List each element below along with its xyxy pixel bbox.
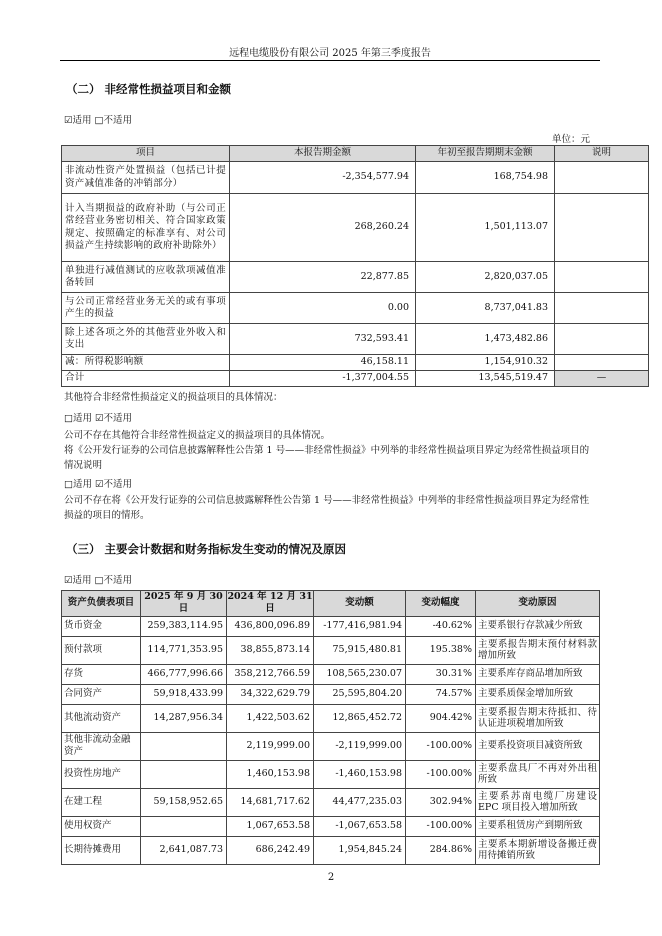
row-2024: 14,681,717.62 bbox=[227, 788, 314, 816]
table-row bbox=[62, 162, 649, 194]
table-row bbox=[62, 616, 600, 636]
row-pct: 302.94% bbox=[406, 788, 476, 816]
paragraph-no-other-items: 公司不存在其他符合非经常性损益定义的损益项目的具体情况。 bbox=[64, 430, 331, 441]
row-2024: 358,212,766.59 bbox=[227, 664, 314, 684]
table-row bbox=[62, 194, 649, 262]
row-current: -1,377,004.55 bbox=[230, 371, 416, 387]
col-header-2024: 2024 年 12 月 31 日 bbox=[227, 591, 313, 615]
section-title-nonrecurring: （二） 非经常性损益项目和金额 bbox=[66, 82, 232, 96]
row-2025: 14,287,956.34 bbox=[141, 704, 227, 732]
row-2025: 59,918,433.99 bbox=[141, 684, 227, 704]
row-2025: 259,383,114.95 bbox=[141, 616, 227, 636]
col-header-reason: 变动原因 bbox=[476, 591, 600, 617]
row-2025 bbox=[141, 816, 227, 836]
row-pct: 30.31% bbox=[406, 664, 476, 684]
row-pct: 74.57% bbox=[406, 684, 476, 704]
row-2025: 114,771,353.95 bbox=[141, 636, 227, 664]
row-item: 在建工程 bbox=[62, 788, 141, 816]
row-pct: -100.00% bbox=[406, 732, 476, 760]
row-note bbox=[555, 355, 649, 371]
col-header-item: 资产负债表项目 bbox=[62, 591, 141, 617]
row-item: 预付款项 bbox=[62, 636, 141, 664]
row-reason: 主要系租赁房产到期所致 bbox=[476, 816, 600, 836]
row-item: 非流动性资产处置损益（包括已计提资产减值准备的冲销部分） bbox=[62, 162, 230, 194]
row-ytd: 1,473,482.86 bbox=[416, 324, 555, 355]
col-header-item: 项目 bbox=[62, 146, 230, 162]
table-row bbox=[62, 836, 600, 864]
row-pct: 284.86% bbox=[406, 836, 476, 864]
row-2024: 2,119,999.00 bbox=[227, 732, 314, 760]
row-change: -1,067,653.58 bbox=[314, 816, 406, 836]
row-change: 75,915,480.81 bbox=[314, 636, 406, 664]
row-2024: 1,067,653.58 bbox=[227, 816, 314, 836]
row-note bbox=[555, 293, 649, 324]
paragraph-no-classification: 公司不存在将《公开发行证券的公司信息披露解释性公告第 1 号——非经常性损益》中列举的非经常性损益项目界定为经常性损益的项目的情形。 bbox=[64, 495, 590, 521]
table-row bbox=[62, 788, 600, 816]
row-note bbox=[555, 194, 649, 262]
row-2024: 38,855,873.14 bbox=[227, 636, 314, 664]
applicability-checkbox-3: □适用 ☑不适用 bbox=[64, 479, 133, 490]
row-item: 合同资产 bbox=[62, 684, 141, 704]
row-item: 单独进行减值测试的应收款项减值准备转回 bbox=[62, 262, 230, 293]
row-reason: 主要系投资项目减资所致 bbox=[476, 732, 600, 760]
row-change: 25,595,804.20 bbox=[314, 684, 406, 704]
row-current: 0.00 bbox=[230, 293, 416, 324]
col-header-note: 说明 bbox=[555, 146, 649, 162]
table-row bbox=[62, 324, 649, 355]
row-2025: 59,158,952.65 bbox=[141, 788, 227, 816]
row-item: 计入当期损益的政府补助（与公司正常经营业务密切相关、符合国家政策规定、按照确定的标准享有、对公司损益产生持续影响的政府补助除外） bbox=[62, 194, 230, 262]
row-ytd: 2,820,037.05 bbox=[416, 262, 555, 293]
row-current: 732,593.41 bbox=[230, 324, 416, 355]
row-2024: 34,322,629.79 bbox=[227, 684, 314, 704]
table-row bbox=[62, 816, 600, 836]
table-row bbox=[62, 355, 649, 371]
table-row bbox=[62, 732, 600, 760]
table-row bbox=[62, 636, 600, 664]
row-item: 合计 bbox=[62, 371, 230, 387]
row-change: -1,460,153.98 bbox=[314, 760, 406, 788]
row-reason: 主要系苏南电缆厂房建设 EPC 项目投入增加所致 bbox=[476, 788, 600, 816]
nonrecurring-table bbox=[61, 145, 649, 387]
row-current: 22,877.85 bbox=[230, 262, 416, 293]
header-rule bbox=[60, 60, 600, 61]
applicability-checkbox-1: ☑适用 □不适用 bbox=[64, 115, 133, 126]
row-item: 与公司正常经营业务无关的或有事项产生的损益 bbox=[62, 293, 230, 324]
row-2024: 1,422,503.62 bbox=[227, 704, 314, 732]
table-row bbox=[62, 293, 649, 324]
row-item: 存货 bbox=[62, 664, 141, 684]
col-header-2025: 2025 年 9 月 30 日 bbox=[141, 591, 227, 617]
table-row bbox=[62, 684, 600, 704]
row-reason: 主要系报告期末预付材料款增加所致 bbox=[476, 636, 600, 664]
row-item: 长期待摊费用 bbox=[62, 836, 141, 864]
table-row bbox=[62, 262, 649, 293]
table-row bbox=[62, 760, 600, 788]
row-2025: 466,777,996.66 bbox=[141, 664, 227, 684]
row-current: 46,158.11 bbox=[230, 355, 416, 371]
row-item: 投资性房地产 bbox=[62, 760, 141, 788]
row-2024: 686,242.49 bbox=[227, 836, 314, 864]
row-change: 108,565,230.07 bbox=[314, 664, 406, 684]
row-ytd: 8,737,041.83 bbox=[416, 293, 555, 324]
row-reason: 主要系本期新增设备搬迁费用待摊销所致 bbox=[476, 836, 600, 864]
row-ytd: 13,545,519.47 bbox=[416, 371, 555, 387]
row-current: 268,260.24 bbox=[230, 194, 416, 262]
unit-label: 单位：元 bbox=[551, 134, 590, 145]
row-change: 44,477,235.03 bbox=[314, 788, 406, 816]
row-2025 bbox=[141, 732, 227, 760]
page-number: 2 bbox=[327, 872, 335, 883]
applicability-checkbox-2: □适用 ☑不适用 bbox=[64, 413, 133, 424]
row-item: 其他流动资产 bbox=[62, 704, 141, 732]
row-change: -177,416,981.94 bbox=[314, 616, 406, 636]
table-header-row bbox=[62, 591, 600, 617]
row-item: 货币资金 bbox=[62, 616, 141, 636]
row-item: 使用权资产 bbox=[62, 816, 141, 836]
table-row bbox=[62, 664, 600, 684]
row-change: 12,865,452.72 bbox=[314, 704, 406, 732]
row-item: 其他非流动金融资产 bbox=[62, 732, 141, 760]
row-change: 1,954,845.24 bbox=[314, 836, 406, 864]
row-pct: 904.42% bbox=[406, 704, 476, 732]
row-2024: 436,800,096.89 bbox=[227, 616, 314, 636]
row-pct: -40.62% bbox=[406, 616, 476, 636]
row-ytd: 1,154,910.32 bbox=[416, 355, 555, 371]
row-note bbox=[555, 324, 649, 355]
row-reason: 主要系质保金增加所致 bbox=[476, 684, 600, 704]
col-header-change: 变动额 bbox=[314, 591, 406, 617]
row-note bbox=[555, 162, 649, 194]
row-ytd: 1,501,113.07 bbox=[416, 194, 555, 262]
row-item: 除上述各项之外的其他营业外收入和支出 bbox=[62, 324, 230, 355]
applicability-checkbox-4: ☑适用 □不适用 bbox=[64, 575, 133, 586]
row-pct: -100.00% bbox=[406, 760, 476, 788]
table-row-total bbox=[62, 371, 649, 387]
page-header: 远程电缆股份有限公司 2025 年第三季度报告 bbox=[229, 48, 431, 59]
row-reason: 主要系银行存款减少所致 bbox=[476, 616, 600, 636]
row-item: 减：所得税影响额 bbox=[62, 355, 230, 371]
table-row bbox=[62, 704, 600, 732]
row-2025: 2,641,087.73 bbox=[141, 836, 227, 864]
col-header-current: 本报告期金额 bbox=[230, 146, 416, 162]
row-pct: 195.38% bbox=[406, 636, 476, 664]
row-2025 bbox=[141, 760, 227, 788]
row-change: -2,119,999.00 bbox=[314, 732, 406, 760]
paragraph-classification: 将《公开发行证券的公司信息披露解释性公告第 1 号——非经常性损益》中列举的非经常性损益项目界定为经常性损益项目的情况说明 bbox=[64, 445, 590, 471]
paragraph-other-items: 其他符合非经常性损益定义的损益项目的具体情况： bbox=[64, 392, 283, 403]
row-reason: 主要系盘具厂不再对外出租所致 bbox=[476, 760, 600, 788]
section-title-changes: （三） 主要会计数据和财务指标发生变动的情况及原因 bbox=[66, 542, 347, 556]
row-pct: -100.00% bbox=[406, 816, 476, 836]
col-header-ytd: 年初至报告期期末金额 bbox=[416, 146, 555, 162]
row-reason: 主要系库存商品增加所致 bbox=[476, 664, 600, 684]
table-header-row bbox=[62, 146, 649, 162]
row-note: — bbox=[555, 371, 649, 387]
col-header-pct: 变动幅度 bbox=[406, 591, 476, 617]
row-ytd: 168,754.98 bbox=[416, 162, 555, 194]
row-current: -2,354,577.94 bbox=[230, 162, 416, 194]
row-2024: 1,460,153.98 bbox=[227, 760, 314, 788]
row-reason: 主要系报告期末待抵扣、待认证进项税增加所致 bbox=[476, 704, 600, 732]
balance-sheet-changes-table bbox=[61, 590, 600, 865]
row-note bbox=[555, 262, 649, 293]
